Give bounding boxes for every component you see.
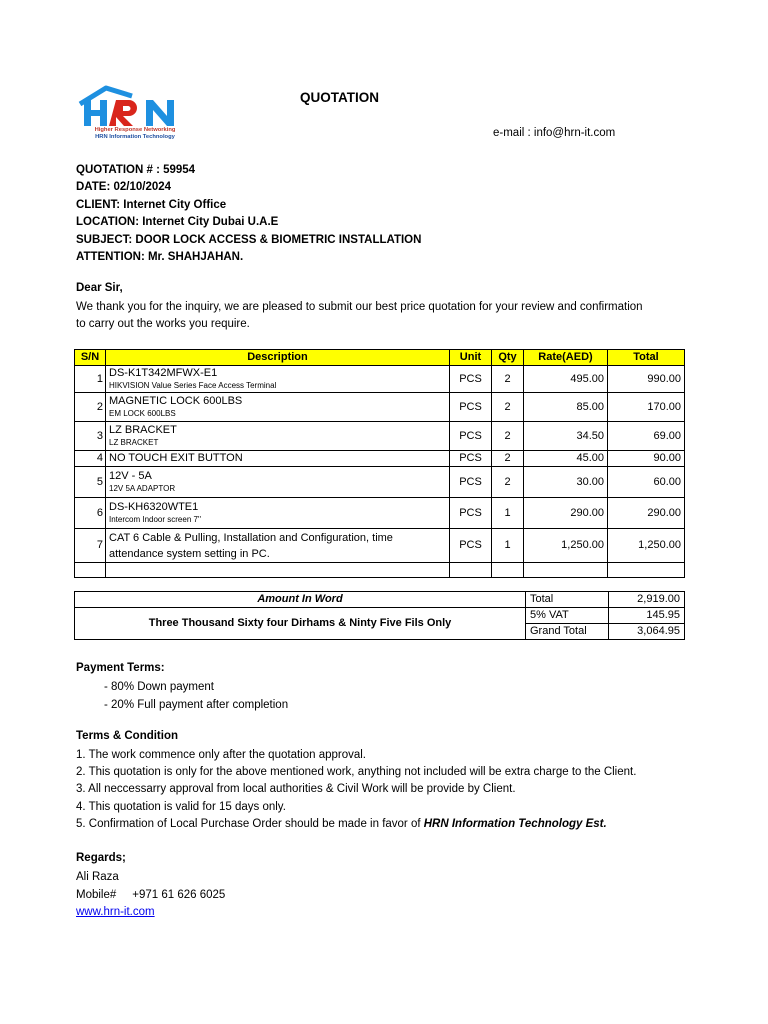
amount-in-word: Three Thousand Sixty four Dirhams & Ninty Five Fils Only (75, 608, 526, 640)
row-rate: 45.00 (524, 451, 608, 467)
grand-total-value: 3,064.95 (609, 624, 685, 640)
row-unit: PCS (450, 393, 492, 422)
item-name: MAGNETIC LOCK 600LBS (109, 395, 243, 407)
client-location: LOCATION: Internet City Dubai U.A.E (76, 216, 279, 229)
row-qty: 2 (492, 467, 524, 498)
row-sn: 5 (75, 467, 106, 498)
row-total: 170.00 (608, 393, 685, 422)
payment-terms-list (104, 679, 288, 714)
total-label: Total (526, 592, 609, 608)
term-item: 1. The work commence only after the quotation approval. (76, 749, 367, 761)
table-row (75, 393, 685, 422)
terms-list (76, 747, 636, 833)
row-qty: 2 (492, 451, 524, 467)
item-name: NO TOUCH EXIT BUTTON (109, 452, 243, 464)
row-total: 69.00 (608, 422, 685, 451)
row-unit: PCS (450, 467, 492, 498)
hrn-logo-icon (76, 84, 188, 128)
company-name: HRN Information Technology Est. (423, 817, 607, 830)
row-sn: 4 (75, 451, 106, 467)
row-sn: 1 (75, 366, 106, 393)
row-qty: 2 (492, 366, 524, 393)
item-name: DS-K1T342MFWX-E1 (109, 367, 218, 379)
row-rate: 85.00 (524, 393, 608, 422)
logo-tagline-1: Higher Response Networking (94, 127, 176, 133)
item-subtitle: Intercom Indoor screen 7'' (109, 515, 201, 524)
row-rate: 34.50 (524, 422, 608, 451)
row-unit: PCS (450, 498, 492, 529)
row-unit: PCS (450, 529, 492, 563)
table-row (75, 451, 685, 467)
website-link[interactable]: www.hrn-it.com (76, 906, 155, 918)
items-table (74, 349, 685, 578)
term-item-5-text: 5. Confirmation of Local Purchase Order should be made in favor of (76, 817, 424, 830)
row-description (106, 393, 450, 422)
row-sn: 6 (75, 498, 106, 529)
term-item: 2. This quotation is only for the above mentioned work, anything not included will be extra charge to the Client. (76, 766, 637, 779)
total-value: 2,919.00 (609, 592, 685, 608)
totals-table (74, 591, 685, 640)
table-row-empty (75, 563, 685, 578)
row-sn: 3 (75, 422, 106, 451)
row-qty: 2 (492, 393, 524, 422)
payment-term: - 20% Full payment after completion (104, 698, 289, 711)
quotation-number: QUOTATION # : 59954 (76, 164, 196, 176)
item-name: DS-KH6320WTE1 (109, 501, 199, 513)
row-total: 1,250.00 (608, 529, 685, 563)
payment-term: - 80% Down payment (104, 681, 214, 693)
row-unit: PCS (450, 366, 492, 393)
row-unit: PCS (450, 422, 492, 451)
salutation: Dear Sir, (76, 282, 123, 294)
header-qty: Qty (492, 350, 524, 366)
item-subtitle: EM LOCK 600LBS (109, 409, 176, 418)
signer-mobile: Mobile# +971 61 626 6025 (76, 888, 226, 901)
row-description (106, 451, 450, 467)
attention-line: ATTENTION: Mr. SHAHJAHAN. (76, 251, 244, 264)
term-item: 3. All neccessarry approval from local authorities & Civil Work will be provide by Client. (76, 783, 516, 796)
row-rate: 30.00 (524, 467, 608, 498)
intro-paragraph (76, 299, 686, 333)
contact-email: e-mail : info@hrn-it.com (493, 127, 616, 139)
regards: Regards; (76, 852, 126, 864)
item-subtitle: HIKVISION Value Series Face Access Terminal (109, 381, 277, 390)
row-sn: 2 (75, 393, 106, 422)
term-item: 4. This quotation is valid for 15 days only. (76, 800, 286, 813)
item-name: LZ BRACKET (109, 424, 177, 436)
table-header-row (75, 350, 685, 366)
quotation-date: DATE: 02/10/2024 (76, 181, 172, 194)
row-description (106, 366, 450, 393)
header-total: Total (608, 350, 685, 366)
intro-line-1: We thank you for the inquiry, we are pleased to submit our best price quotation for your review and confirmation (76, 301, 643, 313)
item-name-continued: attendance system setting in PC. (109, 547, 270, 560)
vat-label: 5% VAT (526, 608, 609, 624)
payment-terms-title: Payment Terms: (76, 662, 165, 674)
row-total: 60.00 (608, 467, 685, 498)
company-logo (76, 84, 188, 146)
row-qty: 1 (492, 498, 524, 529)
row-description (106, 529, 450, 563)
item-name: 12V - 5A (109, 470, 152, 482)
row-rate: 1,250.00 (524, 529, 608, 563)
page-title: QUOTATION (300, 90, 379, 105)
item-subtitle: LZ BRACKET (109, 438, 159, 447)
item-subtitle: 12V 5A ADAPTOR (109, 484, 176, 493)
header-unit: Unit (450, 350, 492, 366)
row-description (106, 422, 450, 451)
row-qty: 2 (492, 422, 524, 451)
row-description (106, 498, 450, 529)
table-row (75, 467, 685, 498)
row-rate: 495.00 (524, 366, 608, 393)
client-name: CLIENT: Internet City Office (76, 198, 227, 211)
table-row (75, 366, 685, 393)
logo-tagline-2: HRN Information Technology (95, 134, 175, 140)
header-rate: Rate(AED) (524, 350, 608, 366)
table-row (75, 422, 685, 451)
amount-in-word-label: Amount In Word (75, 592, 526, 608)
row-total: 290.00 (608, 498, 685, 529)
vat-value: 145.95 (609, 608, 685, 624)
row-sn: 7 (75, 529, 106, 563)
item-name: CAT 6 Cable & Pulling, Installation and Configuration, time (109, 531, 393, 544)
term-item (76, 816, 636, 833)
header-description: Description (106, 350, 450, 366)
header-sn: S/N (75, 350, 106, 366)
grand-total-label: Grand Total (526, 624, 609, 640)
terms-title: Terms & Condition (76, 730, 179, 742)
signature-block (76, 869, 225, 922)
row-total: 990.00 (608, 366, 685, 393)
row-unit: PCS (450, 451, 492, 467)
table-row (75, 498, 685, 529)
row-rate: 290.00 (524, 498, 608, 529)
row-qty: 1 (492, 529, 524, 563)
quotation-subject: SUBJECT: DOOR LOCK ACCESS & BIOMETRIC INSTALLATION (76, 233, 422, 246)
quotation-info (76, 162, 421, 266)
table-row (75, 529, 685, 563)
row-description (106, 467, 450, 498)
row-total: 90.00 (608, 451, 685, 467)
signer-name: Ali Raza (76, 871, 119, 883)
intro-line-2: to carry out the works you require. (76, 318, 250, 330)
